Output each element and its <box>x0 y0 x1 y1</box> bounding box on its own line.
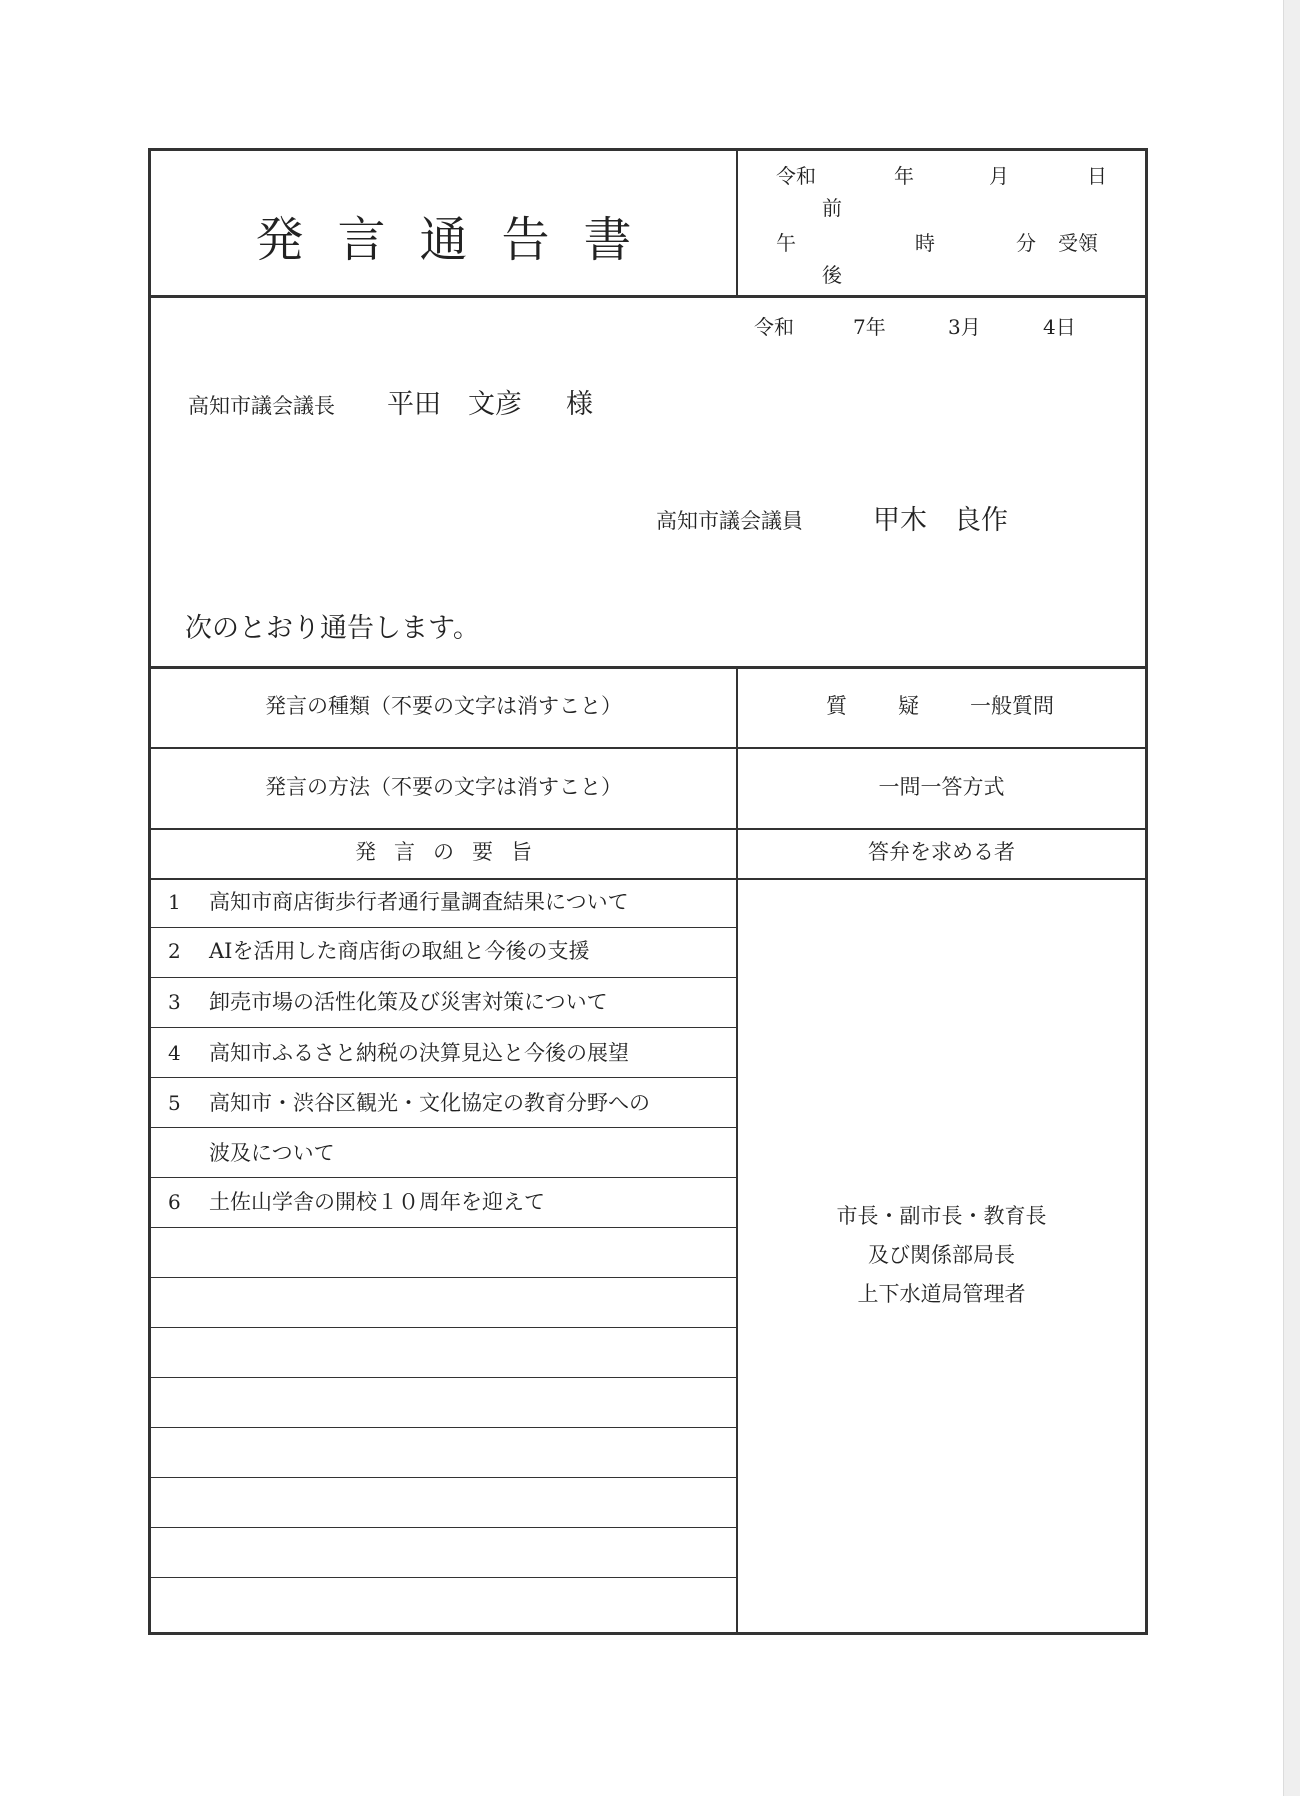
item-number: 2 <box>168 939 181 963</box>
row-divider <box>151 977 736 978</box>
receipt-year: 年 <box>894 164 914 188</box>
item-text: 波及について <box>209 1141 335 1165</box>
item-number: 3 <box>168 990 181 1014</box>
receipt-hour: 時 <box>915 231 935 255</box>
date-day: 4日 <box>1043 315 1076 339</box>
row-divider <box>151 1277 736 1278</box>
addressee-role: 高知市議会議長 <box>188 394 335 418</box>
speech-type-option: 質 <box>826 694 847 718</box>
receipt-noon: 午 <box>776 231 796 255</box>
row-divider <box>151 1577 736 1578</box>
sender-role: 高知市議会議員 <box>656 509 803 533</box>
item-text: AIを活用した商店街の取組と今後の支援 <box>209 939 590 963</box>
divider <box>151 666 1145 669</box>
addressee-honorific: 様 <box>566 389 593 420</box>
row-divider <box>151 927 736 928</box>
receipt-month: 月 <box>989 164 1009 188</box>
item-text: 高知市ふるさと納税の決算見込と今後の展望 <box>209 1041 629 1065</box>
notice-form <box>148 148 1148 1635</box>
receipt-pm: 後 <box>822 263 842 287</box>
divider <box>736 668 738 1632</box>
addressee-name: 平田 文彦 <box>387 389 522 420</box>
respondent-line: 上下水道局管理者 <box>857 1282 1026 1306</box>
date-era: 令和 <box>754 315 794 339</box>
divider <box>151 747 1145 749</box>
row-divider <box>151 1027 736 1028</box>
respondent-line: 及び関係部局長 <box>868 1243 1015 1267</box>
receipt-received: 受領 <box>1058 231 1098 255</box>
item-text: 高知市・渋谷区観光・文化協定の教育分野への <box>209 1091 650 1115</box>
summary-header: 発言の要旨 <box>355 840 550 864</box>
speech-type-option: 疑 <box>898 694 919 718</box>
receipt-am: 前 <box>822 196 842 220</box>
row-divider <box>151 1227 736 1228</box>
speech-type-option: 一般質問 <box>970 694 1054 718</box>
receipt-day: 日 <box>1087 164 1107 188</box>
row-divider <box>151 1427 736 1428</box>
row-divider <box>151 1077 736 1078</box>
row-divider <box>151 1477 736 1478</box>
divider <box>151 295 1145 298</box>
date-month: 3月 <box>948 315 981 339</box>
item-number: 5 <box>168 1091 181 1115</box>
scrollbar-track[interactable] <box>1283 0 1300 1796</box>
speech-method-label: 発言の方法（不要の文字は消すこと） <box>265 775 622 799</box>
item-text: 卸売市場の活性化策及び災害対策について <box>209 990 608 1014</box>
item-text: 土佐山学舎の開校１０周年を迎えて <box>209 1190 545 1214</box>
respondent-header: 答弁を求める者 <box>868 840 1015 864</box>
divider <box>151 828 1145 830</box>
item-text: 高知市商店街歩行者通行量調査結果について <box>209 890 629 914</box>
item-number: 1 <box>168 890 181 914</box>
row-divider <box>151 1127 736 1128</box>
item-number: 4 <box>168 1041 181 1065</box>
speech-method-value: 一問一答方式 <box>878 775 1005 799</box>
divider <box>151 878 1145 880</box>
row-divider <box>151 1327 736 1328</box>
notice-text: 次のとおり通告します。 <box>185 613 480 644</box>
respondent-line: 市長・副市長・教育長 <box>836 1204 1047 1228</box>
row-divider <box>151 1377 736 1378</box>
date-year: 7年 <box>853 315 886 339</box>
row-divider <box>151 1177 736 1178</box>
divider <box>736 151 738 296</box>
sender-name: 甲木 良作 <box>873 505 1008 536</box>
item-number: 6 <box>168 1190 181 1214</box>
speech-type-label: 発言の種類（不要の文字は消すこと） <box>265 694 622 718</box>
row-divider <box>151 1527 736 1528</box>
form-title: 発言通告書 <box>255 212 666 268</box>
receipt-minute: 分 <box>1016 231 1036 255</box>
receipt-era: 令和 <box>776 164 816 188</box>
